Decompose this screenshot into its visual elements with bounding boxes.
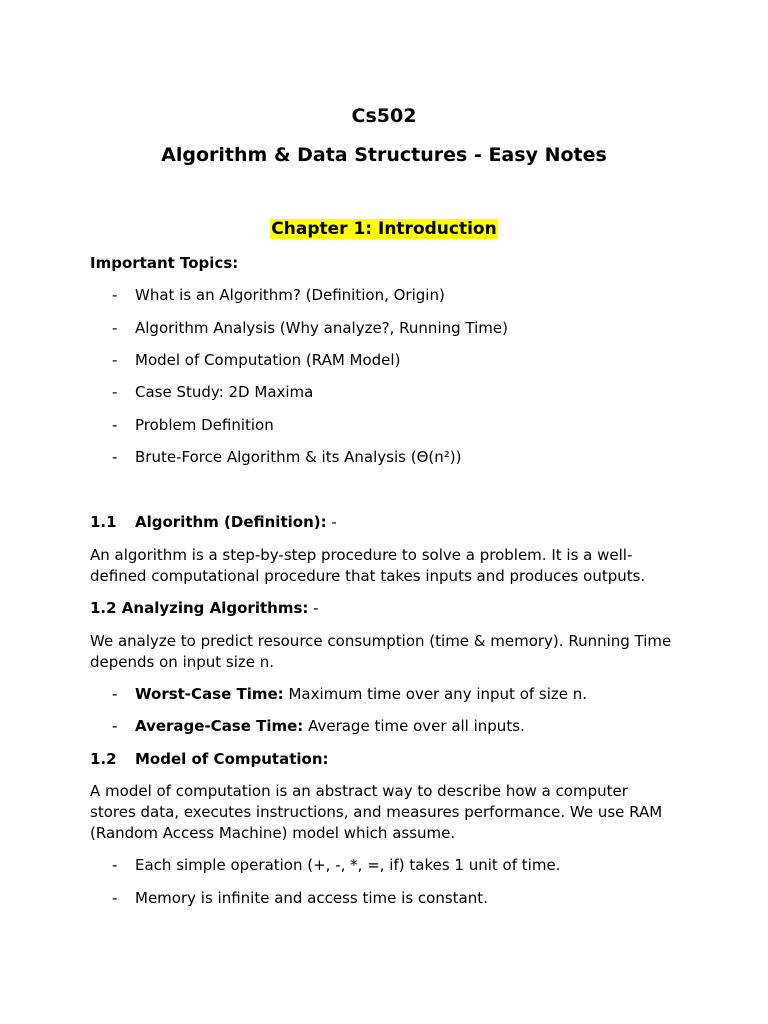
bullet-dash: - xyxy=(112,319,118,337)
model-body-line: stores data, executes instructions, and measures performance. We use RAM xyxy=(90,803,663,821)
analysis-bullet-text xyxy=(135,716,525,737)
section-1-1-body-line: defined computational procedure that takes inputs and produces outputs. xyxy=(90,567,646,585)
section-suffix: - xyxy=(308,599,319,617)
bullet-dash: - xyxy=(112,351,118,369)
section-1-2-model-heading xyxy=(90,749,690,770)
topic-item-text: Algorithm Analysis (Why analyze?, Running Time) xyxy=(135,319,508,337)
bullet-detail: Maximum time over any input of size n. xyxy=(283,685,588,703)
analyzing-body-line: depends on input size n. xyxy=(90,653,275,671)
topic-item-text: Model of Computation (RAM Model) xyxy=(135,351,401,369)
bullet-label: Average-Case Time: xyxy=(135,717,304,735)
bullet-dash: - xyxy=(112,856,118,874)
chapter-title-highlight: Chapter 1: Introduction xyxy=(271,219,497,239)
section-1-1-heading xyxy=(90,512,690,533)
model-bullet-text: Memory is infinite and access time is constant. xyxy=(135,889,488,907)
section-suffix: - xyxy=(326,513,337,531)
bullet-dash: - xyxy=(112,889,118,907)
section-title: Model of Computation: xyxy=(135,750,329,768)
section-number: 1.2 xyxy=(90,750,117,768)
topic-item-text: Case Study: 2D Maxima xyxy=(135,383,314,401)
bullet-dash: - xyxy=(112,685,118,703)
model-body-line: A model of computation is an abstract way to describe how a computer xyxy=(90,782,628,800)
bullet-label: Worst-Case Time: xyxy=(135,685,284,703)
topic-item-text: What is an Algorithm? (Definition, Origin) xyxy=(135,286,445,304)
section-title: Algorithm (Definition): xyxy=(135,513,327,531)
section-1-2-analyzing-heading xyxy=(90,598,690,619)
bullet-dash: - xyxy=(112,383,118,401)
section-number: 1.1 xyxy=(90,513,117,531)
analysis-bullet-text xyxy=(135,684,587,705)
model-bullet-text: Each simple operation (+, -, *, =, if) takes 1 unit of time. xyxy=(135,856,561,874)
topic-item-text: Problem Definition xyxy=(135,416,274,434)
topic-item-text: Brute-Force Algorithm & its Analysis (Θ(n²)) xyxy=(135,448,462,466)
bullet-dash: - xyxy=(112,286,118,304)
topics-heading: Important Topics: xyxy=(90,254,239,272)
course-code: Cs502 xyxy=(351,105,417,127)
bullet-detail: Average time over all inputs. xyxy=(303,717,525,735)
bullet-dash: - xyxy=(112,448,118,466)
analyzing-body-line: We analyze to predict resource consumption (time & memory). Running Time xyxy=(90,632,672,650)
section-title: 1.2 Analyzing Algorithms: xyxy=(90,599,309,617)
bullet-dash: - xyxy=(112,416,118,434)
chapter-heading xyxy=(0,218,768,240)
bullet-dash: - xyxy=(112,717,118,735)
document-title: Algorithm & Data Structures - Easy Notes xyxy=(161,144,607,166)
model-body-line: (Random Access Machine) model which assume. xyxy=(90,824,456,842)
section-1-1-body-line: An algorithm is a step-by-step procedure to solve a problem. It is a well- xyxy=(90,546,633,564)
